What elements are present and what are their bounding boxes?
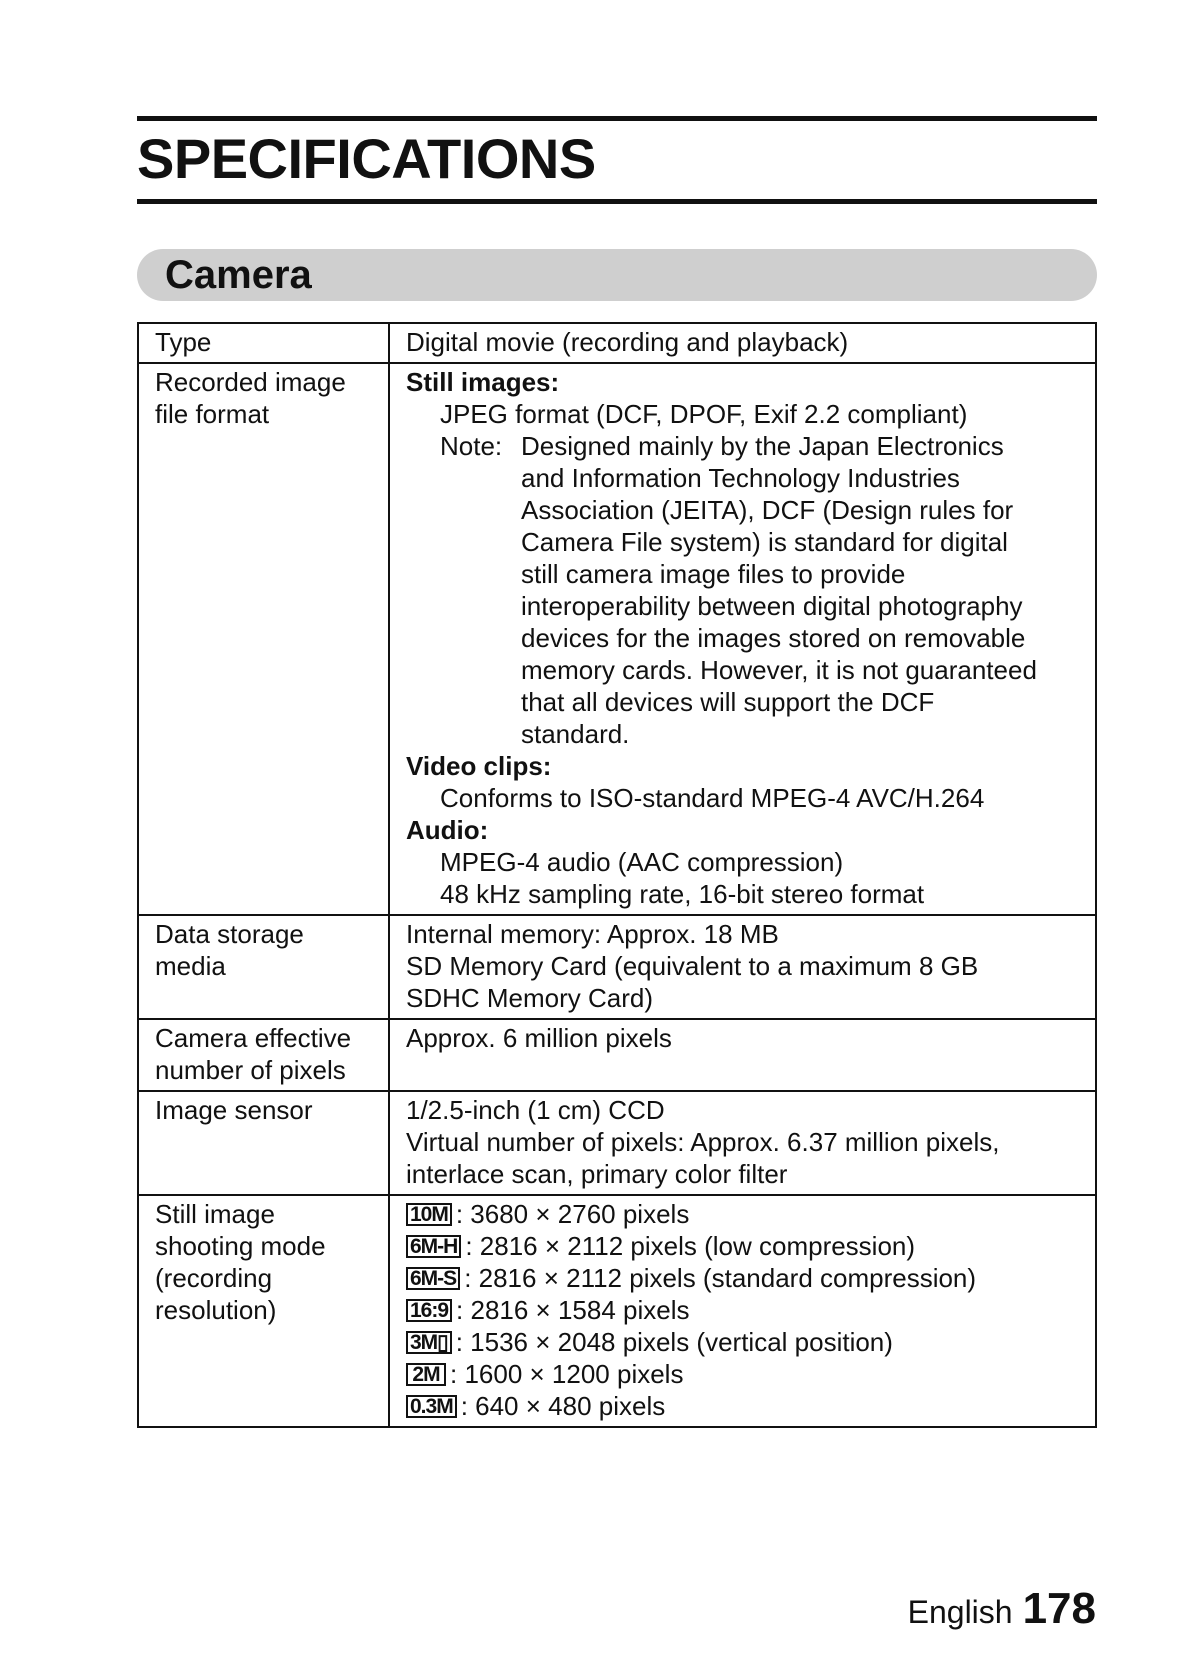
footer-language: English bbox=[907, 1594, 1013, 1630]
value-line: Internal memory: Approx. 18 MB bbox=[406, 919, 779, 949]
note-line: Association (JEITA), DCF (Design rules for bbox=[521, 495, 1014, 525]
resolution-6m-s-icon: 6M-S bbox=[406, 1267, 460, 1290]
mode-text: : 1600 × 1200 pixels bbox=[450, 1359, 684, 1389]
row-value bbox=[389, 1091, 1096, 1195]
note-text bbox=[521, 430, 1085, 750]
mode-item bbox=[406, 1294, 1085, 1326]
row-label bbox=[138, 1019, 389, 1091]
video-clips-heading: Video clips: bbox=[406, 751, 552, 781]
note-line: interoperability between digital photography bbox=[521, 591, 1023, 621]
video-clips-format: Conforms to ISO-standard MPEG-4 AVC/H.264 bbox=[440, 783, 985, 813]
value-line: interlace scan, primary color filter bbox=[406, 1159, 788, 1189]
mode-text: : 3680 × 2760 pixels bbox=[455, 1199, 690, 1229]
mode-item bbox=[406, 1230, 1085, 1262]
resolution-10m-icon: 10M bbox=[406, 1203, 452, 1226]
row-value bbox=[389, 915, 1096, 1019]
label-line: Data storage bbox=[155, 919, 304, 949]
resolution-0-3m-icon: 0.3M bbox=[406, 1395, 457, 1418]
section-header bbox=[137, 249, 1097, 301]
label-line: (recording bbox=[155, 1263, 273, 1293]
top-rule bbox=[137, 116, 1097, 121]
audio-sampling: 48 kHz sampling rate, 16-bit stereo format bbox=[440, 879, 925, 909]
note-label: Note: bbox=[440, 431, 503, 461]
row-label: Image sensor bbox=[138, 1091, 389, 1195]
note-line: still camera image files to provide bbox=[521, 559, 906, 589]
value-line: Virtual number of pixels: Approx. 6.37 million pixels, bbox=[406, 1127, 1000, 1157]
mode-text: : 640 × 480 pixels bbox=[460, 1391, 666, 1421]
mode-item bbox=[406, 1358, 1085, 1390]
still-images-heading: Still images: bbox=[406, 367, 560, 397]
table-row-effective-pixels bbox=[138, 1019, 1096, 1091]
label-line: Camera effective bbox=[155, 1023, 352, 1053]
note-line: Designed mainly by the Japan Electronics bbox=[521, 431, 1004, 461]
mode-item bbox=[406, 1326, 1085, 1358]
mode-text: : 2816 × 2112 pixels (standard compression) bbox=[464, 1263, 977, 1293]
note-line: memory cards. However, it is not guaranteed bbox=[521, 655, 1037, 685]
table-row-type bbox=[138, 323, 1096, 363]
dcf-note bbox=[406, 430, 1085, 750]
row-value bbox=[389, 1195, 1096, 1427]
label-line: Recorded image bbox=[155, 367, 346, 397]
mode-item bbox=[406, 1198, 1085, 1230]
table-row-image-sensor bbox=[138, 1091, 1096, 1195]
mode-item bbox=[406, 1262, 1085, 1294]
note-line: that all devices will support the DCF bbox=[521, 687, 935, 717]
row-label bbox=[138, 1195, 389, 1427]
label-line: media bbox=[155, 951, 226, 981]
label-line: number of pixels bbox=[155, 1055, 346, 1085]
still-images-format: JPEG format (DCF, DPOF, Exif 2.2 compliant) bbox=[440, 399, 968, 429]
mode-text: : 2816 × 2112 pixels (low compression) bbox=[465, 1231, 916, 1261]
label-line: resolution) bbox=[155, 1295, 277, 1325]
row-label: Type bbox=[138, 323, 389, 363]
mode-text: : 1536 × 2048 pixels (vertical position) bbox=[455, 1327, 893, 1357]
table-row-file-format bbox=[138, 363, 1096, 915]
page-number: 178 bbox=[1022, 1584, 1096, 1633]
note-line: and Information Technology Industries bbox=[521, 463, 960, 493]
page-title: SPECIFICATIONS bbox=[137, 127, 596, 190]
row-value: Digital movie (recording and playback) bbox=[389, 323, 1096, 363]
table-row-shooting-mode bbox=[138, 1195, 1096, 1427]
label-line: file format bbox=[155, 399, 270, 429]
section-title: Camera bbox=[165, 253, 312, 297]
mode-text: : 2816 × 1584 pixels bbox=[456, 1295, 690, 1325]
note-line: devices for the images stored on removable bbox=[521, 623, 1026, 653]
value-line: SDHC Memory Card) bbox=[406, 983, 654, 1013]
note-line: Camera File system) is standard for digital bbox=[521, 527, 1008, 557]
specifications-table bbox=[137, 322, 1097, 1428]
audio-format: MPEG-4 audio (AAC compression) bbox=[440, 847, 844, 877]
label-line: shooting mode bbox=[155, 1231, 326, 1261]
title-underline bbox=[137, 199, 1097, 204]
value-line: 1/2.5-inch (1 cm) CCD bbox=[406, 1095, 665, 1125]
resolution-16-9-icon: 16:9 bbox=[406, 1299, 452, 1322]
table-row-storage bbox=[138, 915, 1096, 1019]
resolution-2m-icon: 2M bbox=[406, 1363, 446, 1386]
value-line: SD Memory Card (equivalent to a maximum 8 GB bbox=[406, 951, 979, 981]
resolution-6m-h-icon: 6M-H bbox=[406, 1235, 461, 1258]
row-value bbox=[389, 363, 1096, 915]
note-line: standard. bbox=[521, 719, 630, 749]
audio-heading: Audio: bbox=[406, 815, 489, 845]
row-label bbox=[138, 363, 389, 915]
page-footer bbox=[908, 1584, 1096, 1634]
label-line: Still image bbox=[155, 1199, 275, 1229]
row-value: Approx. 6 million pixels bbox=[389, 1019, 1096, 1091]
row-label bbox=[138, 915, 389, 1019]
mode-item bbox=[406, 1390, 1085, 1422]
resolution-3m-vertical-icon: 3M▯ bbox=[406, 1331, 452, 1354]
